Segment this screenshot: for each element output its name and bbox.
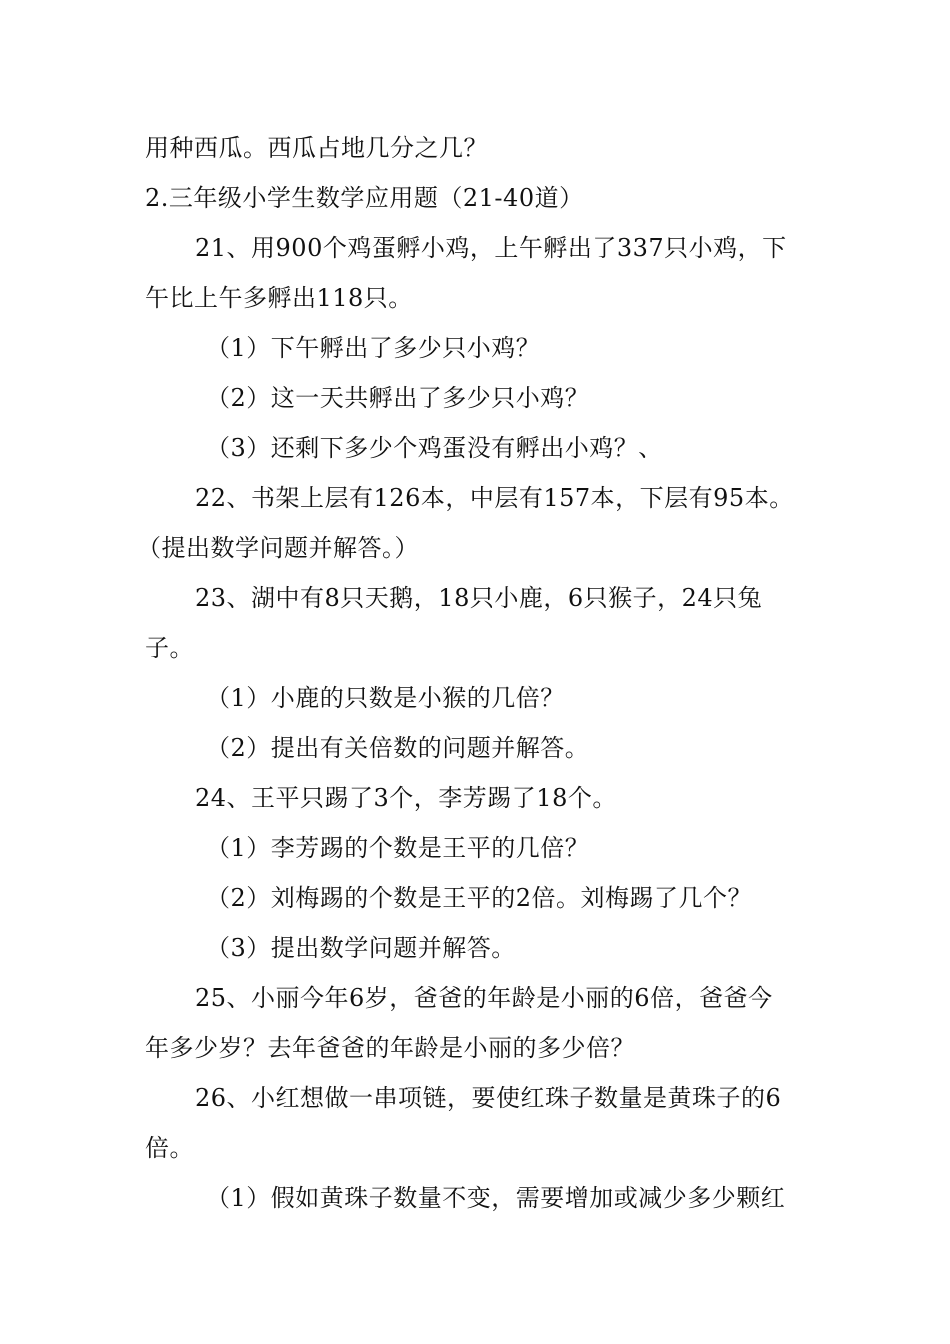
question-21-continuation: 午比上午多孵出118只。 bbox=[145, 284, 413, 312]
question-24-part-3: （3）提出数学问题并解答。 bbox=[206, 934, 516, 962]
question-21: 21、用900个鸡蛋孵小鸡，上午孵出了337只小鸡，下 bbox=[195, 234, 787, 262]
question-23-part-2: （2）提出有关倍数的问题并解答。 bbox=[206, 734, 590, 762]
question-26-part-1: （1）假如黄珠子数量不变，需要增加或减少多少颗红 bbox=[206, 1184, 786, 1212]
question-21-part-2: （2）这一天共孵出了多少只小鸡？ bbox=[206, 384, 590, 412]
question-21-part-1: （1）下午孵出了多少只小鸡？ bbox=[206, 334, 541, 362]
text-line-continuation: 用种西瓜。西瓜占地几分之几？ bbox=[145, 134, 488, 162]
question-24-part-1: （1）李芳踢的个数是王平的几倍？ bbox=[206, 834, 590, 862]
question-21-part-3: （3）还剩下多少个鸡蛋没有孵出小鸡？、 bbox=[206, 434, 663, 462]
question-26-continuation: 倍。 bbox=[145, 1134, 194, 1162]
question-24-part-2: （2）刘梅踢的个数是王平的2倍。刘梅踢了几个？ bbox=[206, 884, 753, 912]
question-23-continuation: 子。 bbox=[145, 634, 194, 662]
question-22-continuation: （提出数学问题并解答。） bbox=[137, 534, 419, 562]
question-25: 25、小丽今年6岁，爸爸的年龄是小丽的6倍，爸爸今 bbox=[195, 984, 773, 1012]
question-24: 24、王平只踢了3个，李芳踢了18个。 bbox=[195, 784, 617, 812]
question-25-continuation: 年多少岁？去年爸爸的年龄是小丽的多少倍？ bbox=[145, 1034, 635, 1062]
section-heading: 2.三年级小学生数学应用题（21-40道） bbox=[145, 184, 584, 212]
question-23-part-1: （1）小鹿的只数是小猴的几倍？ bbox=[206, 684, 565, 712]
question-23: 23、湖中有8只天鹅，18只小鹿，6只猴子，24只兔 bbox=[195, 584, 763, 612]
question-26: 26、小红想做一串项链，要使红珠子数量是黄珠子的6 bbox=[195, 1084, 782, 1112]
question-22: 22、书架上层有126本，中层有157本，下层有95本。 bbox=[195, 484, 794, 512]
